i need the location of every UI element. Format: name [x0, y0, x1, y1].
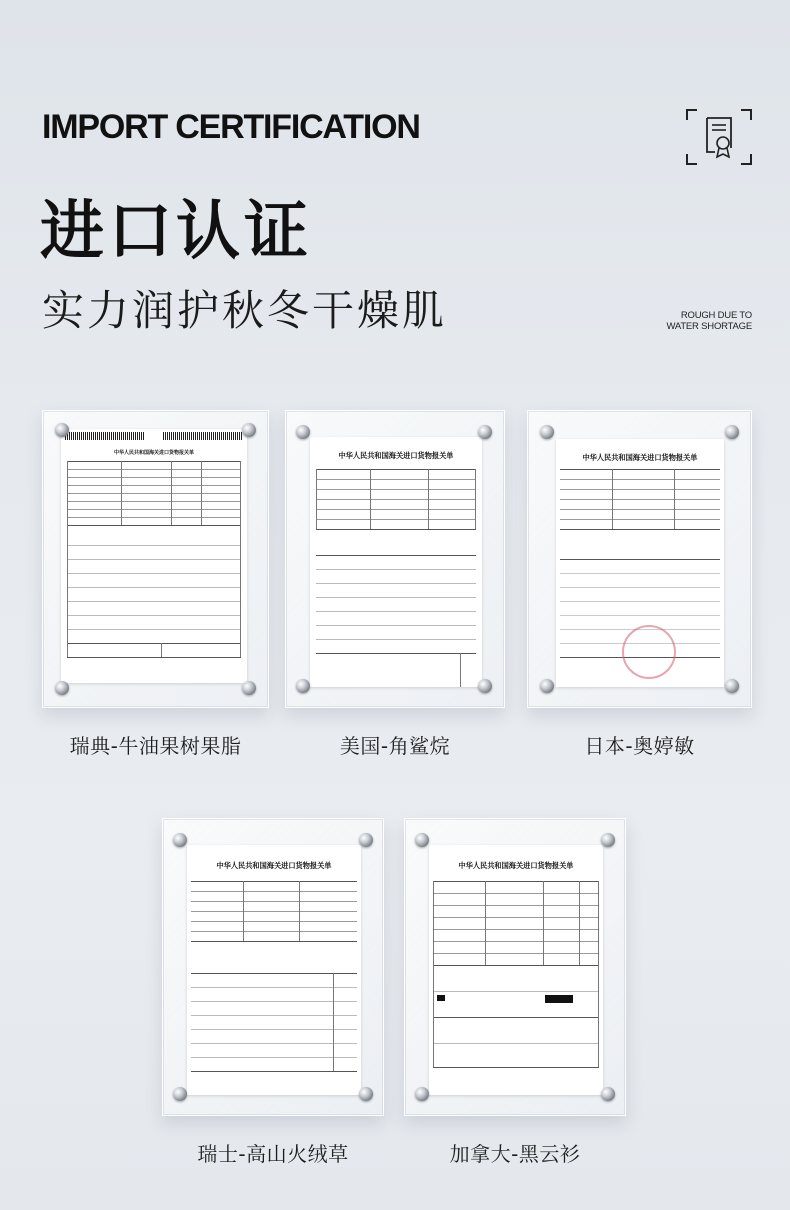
bolt-icon — [242, 423, 256, 437]
bolt-icon — [415, 1087, 429, 1101]
caption-switzerland: 瑞士-高山火绒草 — [197, 1142, 349, 1166]
bolt-icon — [478, 425, 492, 439]
caption-canada: 加拿大-黑云衫 — [449, 1142, 581, 1166]
document-title: 中华人民共和国海关进口货物报关单 — [458, 861, 574, 870]
bolt-icon — [55, 681, 69, 695]
header-title-en: IMPORT CERTIFICATION — [42, 108, 420, 146]
redaction-block — [437, 995, 445, 1001]
tagline-line-1: ROUGH DUE TO — [680, 310, 752, 321]
bolt-icon — [415, 833, 429, 847]
caption-japan: 日本-奥婷敏 — [584, 734, 695, 758]
seal-icon — [622, 625, 676, 679]
header-subtitle: 实力润护秋冬干燥肌 — [42, 286, 448, 335]
bolt-icon — [173, 1087, 187, 1101]
tagline — [642, 310, 752, 332]
bolt-icon — [601, 1087, 615, 1101]
bolt-icon — [540, 425, 554, 439]
caption-sweden: 瑞典-牛油果树果脂 — [69, 734, 242, 758]
certificate-icon — [685, 108, 753, 166]
caption-usa: 美国-角鲨烷 — [339, 734, 451, 758]
bolt-icon — [296, 425, 310, 439]
bolt-icon — [725, 425, 739, 439]
bolt-icon — [725, 679, 739, 693]
certificate-document — [429, 845, 603, 1095]
header-title-cn: 进口认证 — [40, 195, 312, 269]
certificate-frame-usa — [285, 410, 505, 708]
certificate-frame-switzerland — [162, 818, 384, 1116]
bolt-icon — [540, 679, 554, 693]
document-title: 中华人民共和国海关进口货物报关单 — [582, 453, 698, 462]
certificate-document — [187, 845, 361, 1095]
bolt-icon — [173, 833, 187, 847]
certificate-document — [310, 437, 482, 687]
bolt-icon — [359, 1087, 373, 1101]
certificate-frame-sweden — [42, 410, 269, 708]
certificate-document — [61, 429, 247, 683]
bolt-icon — [55, 423, 69, 437]
document-title: 中华人民共和国海关进口货物报关单 — [338, 451, 454, 460]
bolt-icon — [242, 681, 256, 695]
certificate-document — [556, 439, 724, 687]
bolt-icon — [478, 679, 492, 693]
redaction-block — [545, 995, 573, 1003]
document-title: 中华人民共和国海关进口货物报关单 — [216, 861, 332, 870]
bolt-icon — [359, 833, 373, 847]
document-title: 中华人民共和国海关进口货物报关单 — [113, 450, 194, 456]
bolt-icon — [296, 679, 310, 693]
certificate-frame-japan — [527, 410, 752, 708]
certificate-frame-canada — [404, 818, 626, 1116]
tagline-line-2: WATER SHORTAGE — [666, 321, 752, 332]
bolt-icon — [601, 833, 615, 847]
